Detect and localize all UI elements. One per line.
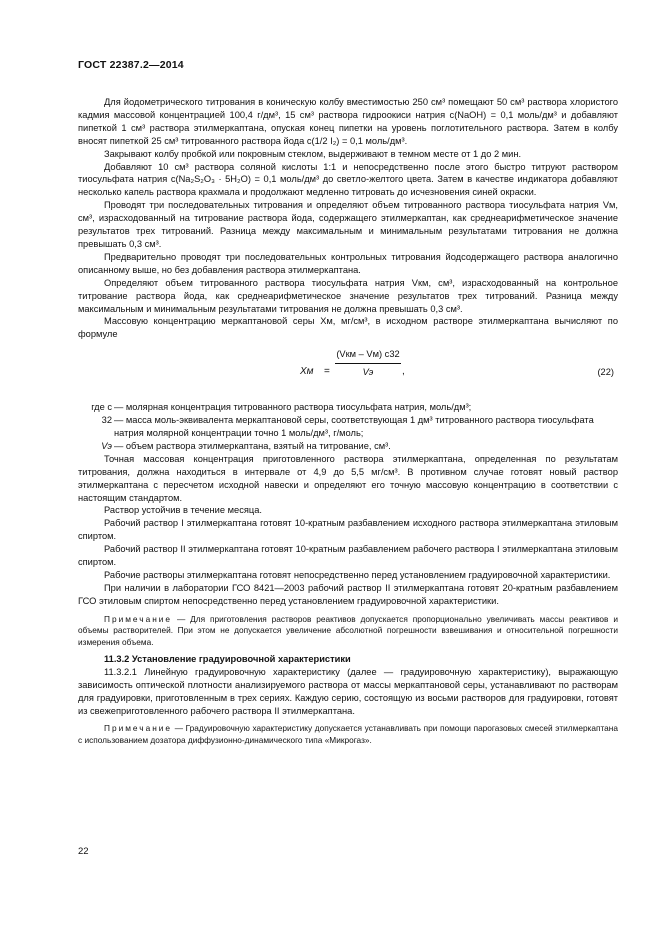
document-body bbox=[78, 96, 618, 746]
where-text: — масса моль-эквивалента меркаптановой серы, соответствующая 1 дм³ титрованного раствора тиосульфата натрия молярной концентрации точно 1 моль/дм³, г/моль; bbox=[114, 415, 594, 439]
section-heading: 11.3.2 Установление градуировочной характеристики bbox=[104, 653, 351, 664]
where-symbol: где c bbox=[91, 402, 112, 413]
note-text: — Для приготовления растворов реактивов допускается пропорционально увеличивать массы реактивов и объемы растворителей. При этом не допускается увеличение абсолютной погрешности взвешивания и относительной погрешности измерения объема. bbox=[78, 613, 618, 647]
paragraph: Рабочие растворы этилмеркаптана готовят непосредственно перед установлением градуировочной характеристики. bbox=[104, 570, 611, 580]
note-label: Примечание bbox=[104, 723, 173, 734]
formula-fraction bbox=[335, 348, 401, 379]
formula-denominator: Vэ bbox=[362, 367, 374, 378]
paragraph: 11.3.2.1 Линейную градуировочную характеристику (далее — градуировочную характеристику), выражающую зависимость оптической плотности анализируемого раствора от массы меркаптановой серы, устанавливают по растворам для градуировки, приготовленным в трех сериях. Каждую серию, состоящую из восьми растворов для градуировки, готовят из свежеприготовленного рабочего раствора II этилмеркаптана. bbox=[78, 666, 618, 716]
formula-number: (22) bbox=[597, 367, 614, 378]
formula-comma: , bbox=[402, 366, 405, 378]
paragraph: Массовую концентрацию меркаптановой серы Xм, мг/см³, в исходном растворе этилмеркаптана вычисляют по формуле bbox=[78, 316, 618, 340]
note bbox=[78, 723, 618, 746]
paragraph: Рабочий раствор I этилмеркаптана готовят 10-кратным разбавлением исходного раствора этилмеркаптана этиловым спиртом. bbox=[78, 518, 618, 542]
where-item bbox=[78, 440, 618, 453]
where-symbol: Vэ bbox=[101, 440, 112, 451]
paragraph: Определяют объем титрованного раствора тиосульфата натрия Vкм, см³, израсходованный на контрольное титрование раствора йода, как среднеарифметическое значение результатов трех титрований. Разница между максимальным и минимальным результатами титрования не должна превышать 0,3 см³. bbox=[78, 277, 618, 314]
paragraph: Для йодометрического титрования в коническую колбу вместимостью 250 см³ помещают 50 см³ раствора хлористого кадмия массовой концентрацией 100,4 г/дм³, 15 см³ раствора гидроокиси натрия c(NaOH) = 0,1 моль/дм³ и добавляют пипеткой 1 см³ раствора этилмеркаптана, опуская конец пипетки на уровень поглотительного раствора. Затем в колбу вносят пипеткой 25 см³ титрованного раствора йода c(1/2 I₂) = 0,1 моль/дм³. bbox=[78, 97, 618, 146]
paragraph: Добавляют 10 см³ раствора соляной кислоты 1:1 и непосредственно после этого быстро титруют раствором тиосульфата натрия c(Na₂S₂O₃ · 5H₂O) = 0,1 моль/дм³ до светло-желтого цвета. Затем в качестве индикатора добавляют несколько капель раствора крахмала и продолжают медленно титровать до исчезновения синей окраски. bbox=[78, 161, 618, 198]
page-number: 22 bbox=[78, 846, 89, 857]
paragraph: При наличии в лаборатории ГСО 8421—2003 рабочий раствор II этилмеркаптана готовят 20-кратным разбавлением ГСО этиловым спиртом непосредственно перед установлением градуировочной характеристики. bbox=[78, 582, 618, 606]
document-header: ГОСТ 22387.2—2014 bbox=[78, 59, 184, 71]
formula-22 bbox=[78, 345, 618, 399]
paragraph: Проводят три последовательных титрования и определяют объем титрованного раствора тиосульфата натрия Vм, см³, израсходованный на титрование раствора йода, содержащего этилмеркаптан, как среднеарифметическое значение результатов трех титрований. Разница между максимальным и минимальным результатами титрования не должна превышать 0,3 см³. bbox=[78, 200, 618, 249]
where-symbol: 32 bbox=[101, 415, 112, 426]
formula-lhs: Xм bbox=[300, 366, 314, 378]
note bbox=[78, 614, 618, 648]
where-item bbox=[78, 401, 618, 414]
where-text: — объем раствора этилмеркаптана, взятый на титрование, см³. bbox=[114, 440, 391, 451]
note-label: Примечание bbox=[104, 613, 173, 624]
where-item bbox=[78, 414, 618, 440]
where-text: — молярная концентрация титрованного раствора тиосульфата натрия, моль/дм³; bbox=[114, 402, 472, 413]
paragraph: Рабочий раствор II этилмеркаптана готовят 10-кратным разбавлением рабочего раствора I этилмеркаптана этиловым спиртом. bbox=[78, 544, 618, 568]
paragraph: Предварительно проводят три последовательных контрольных титрования йодсодержащего раствора аналогично описанному выше, но без добавления раствора этилмеркаптана. bbox=[78, 251, 618, 275]
formula-equals: = bbox=[324, 366, 330, 378]
formula-numerator: (Vкм – Vм) c32 bbox=[335, 348, 401, 364]
paragraph: Закрывают колбу пробкой или покровным стеклом, выдерживают в темном месте от 1 до 2 мин. bbox=[104, 148, 522, 159]
paragraph: Раствор устойчив в течение месяца. bbox=[104, 505, 262, 516]
note-text: — Градуировочную характеристику допускается устанавливать при помощи парогазовых смесей этилмеркаптана с использованием дозатора диффузионно-динамического типа «Микрогаз». bbox=[78, 723, 618, 745]
paragraph: Точная массовая концентрация приготовленного раствора этилмеркаптана, определенная по результатам титрования, должна находиться в интервале от 4,9 до 5,5 мг/см³. В противном случае готовят новый раствор этилмеркаптана с пересчетом исходной навески и определяют его точную массовую концентрацию в соответствии с настоящим стандартом. bbox=[78, 453, 618, 503]
